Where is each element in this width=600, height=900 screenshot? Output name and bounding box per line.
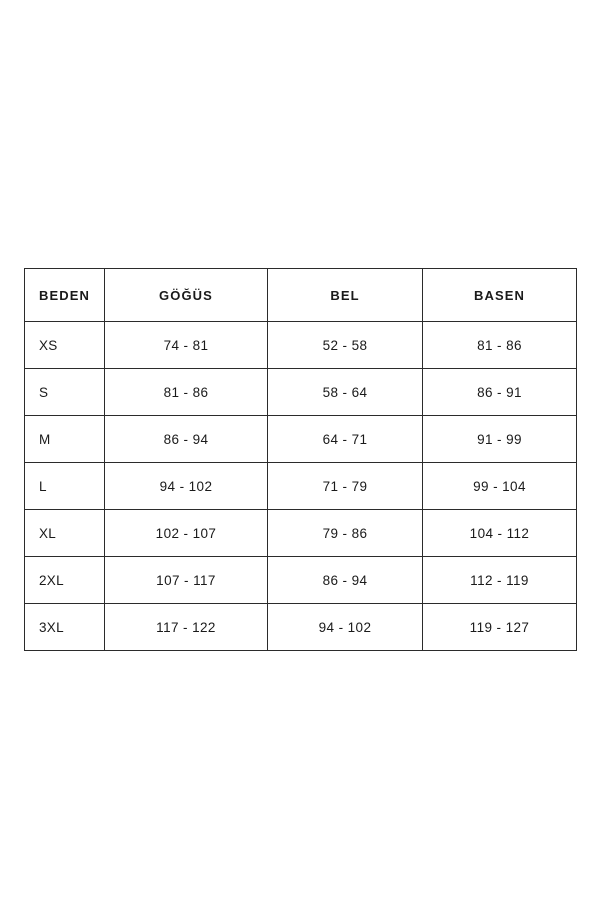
table-row [25,510,577,557]
table-header [25,269,577,322]
cell-gogus: 81 - 86 [105,369,268,416]
cell-gogus: 107 - 117 [105,557,268,604]
cell-bel: 71 - 79 [268,463,423,510]
cell-gogus: 86 - 94 [105,416,268,463]
size-table [24,268,577,651]
cell-size: 2XL [25,557,105,604]
table-row [25,604,577,651]
column-header-basen: BASEN [423,269,577,322]
cell-basen: 99 - 104 [423,463,577,510]
cell-gogus: 74 - 81 [105,322,268,369]
cell-gogus: 102 - 107 [105,510,268,557]
table-row [25,416,577,463]
cell-gogus: 117 - 122 [105,604,268,651]
table-row [25,557,577,604]
cell-basen: 81 - 86 [423,322,577,369]
cell-basen: 91 - 99 [423,416,577,463]
cell-bel: 94 - 102 [268,604,423,651]
cell-bel: 79 - 86 [268,510,423,557]
cell-gogus: 94 - 102 [105,463,268,510]
cell-size: M [25,416,105,463]
cell-size: XS [25,322,105,369]
cell-bel: 58 - 64 [268,369,423,416]
size-table-container [24,268,576,651]
cell-size: 3XL [25,604,105,651]
cell-basen: 119 - 127 [423,604,577,651]
cell-bel: 86 - 94 [268,557,423,604]
table-row [25,463,577,510]
table-body [25,322,577,651]
cell-size: XL [25,510,105,557]
cell-bel: 52 - 58 [268,322,423,369]
cell-basen: 104 - 112 [423,510,577,557]
cell-size: L [25,463,105,510]
cell-basen: 112 - 119 [423,557,577,604]
cell-bel: 64 - 71 [268,416,423,463]
cell-size: S [25,369,105,416]
cell-basen: 86 - 91 [423,369,577,416]
table-row [25,369,577,416]
column-header-beden: BEDEN [25,269,105,322]
table-row [25,322,577,369]
table-header-row [25,269,577,322]
column-header-gogus: GÖĞÜS [105,269,268,322]
column-header-bel: BEL [268,269,423,322]
